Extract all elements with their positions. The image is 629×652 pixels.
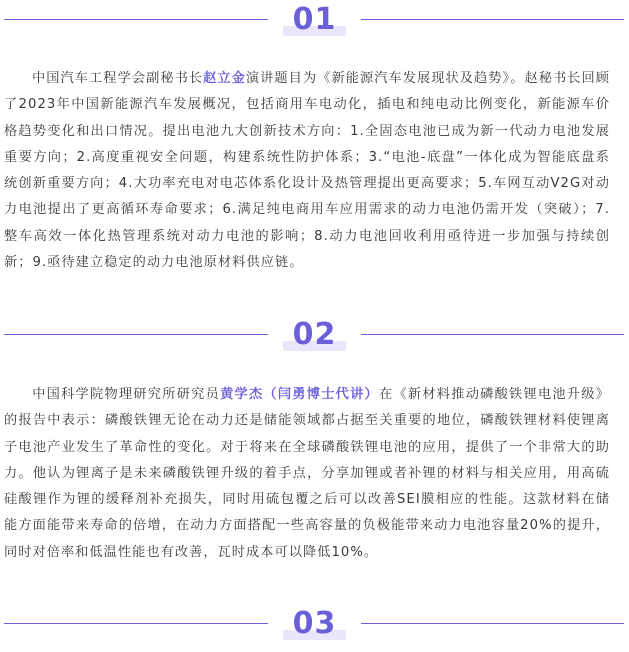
divider-line-right (361, 334, 624, 335)
section-number: 03 (292, 606, 337, 641)
speaker-intro: 中国汽车工程学会副秘书长 (32, 71, 204, 86)
section-paragraph-02 (4, 382, 610, 566)
section-header-01 (0, 0, 629, 40)
divider-line-right (361, 623, 624, 624)
speaker-name: 赵立金 (203, 71, 246, 86)
divider-line-left (4, 623, 268, 624)
speaker-intro: 中国科学院物理研究所研究员 (32, 387, 221, 402)
divider-line-right (361, 19, 624, 20)
section-number: 01 (292, 2, 337, 37)
paragraph-body: 在《新材料推动磷酸铁锂电池升级》的报告中表示：磷酸铁锂无论在动力还是储能领域都占据至关重要的地位，磷酸铁锂材料使锂离子电池产业发生了革命性的变化。对于将来在全球磷酸铁锂电池的应用，提供了一个非常大的助力。他认为锂离子是未来磷酸铁锂升级的着手点，分享加锂或者补锂的材料与相关应用，用高硫硅酸锂作为锂的缓释剂补充损失，同时用硫包覆之后可以改善SEI膜相应的性能。这款材料在储能方面能带来寿命的倍增，在动力方面搭配一些高容量的负极能带来动力电池容量20%的提升，同时对倍率和低温性能也有改善，瓦时成本可以降低10%。 (4, 387, 610, 560)
divider-line-left (4, 334, 268, 335)
section-paragraph-01 (4, 66, 610, 276)
speaker-name: 黄学杰（闫勇博士代讲） (220, 387, 380, 402)
paragraph-body: 演讲题目为《新能源汽车发展现状及趋势》。赵秘书长回顾了2023年中国新能源汽车发展概况，包括商用车电动化，插电和纯电动比例变化，新能源车价格趋势变化和出口情况。提出电池九大创新技术方向：1.全固态电池已成为新一代动力电池发展重要方向；2.高度重视安全问题，构建系统性防护体系；3.“电池-底盘”一体化成为智能底盘系统创新重要方向；4.大功率充电对电芯体系化设计及热管理提出更高要求；5.车网互动V2G对动力电池提出了更高循环寿命要求；6.满足纯电商用车应用需求的动力电池仍需开发（突破）；7.整车高效一体化热管理系统对动力电池的影响；8.动力电池回收利用亟待进一步加强与持续创新；9.亟待建立稳定的动力电池原材料供应链。 (4, 71, 610, 271)
section-header-03 (0, 604, 629, 644)
section-number: 02 (292, 317, 337, 352)
section-header-02 (0, 315, 629, 355)
divider-line-left (4, 19, 268, 20)
